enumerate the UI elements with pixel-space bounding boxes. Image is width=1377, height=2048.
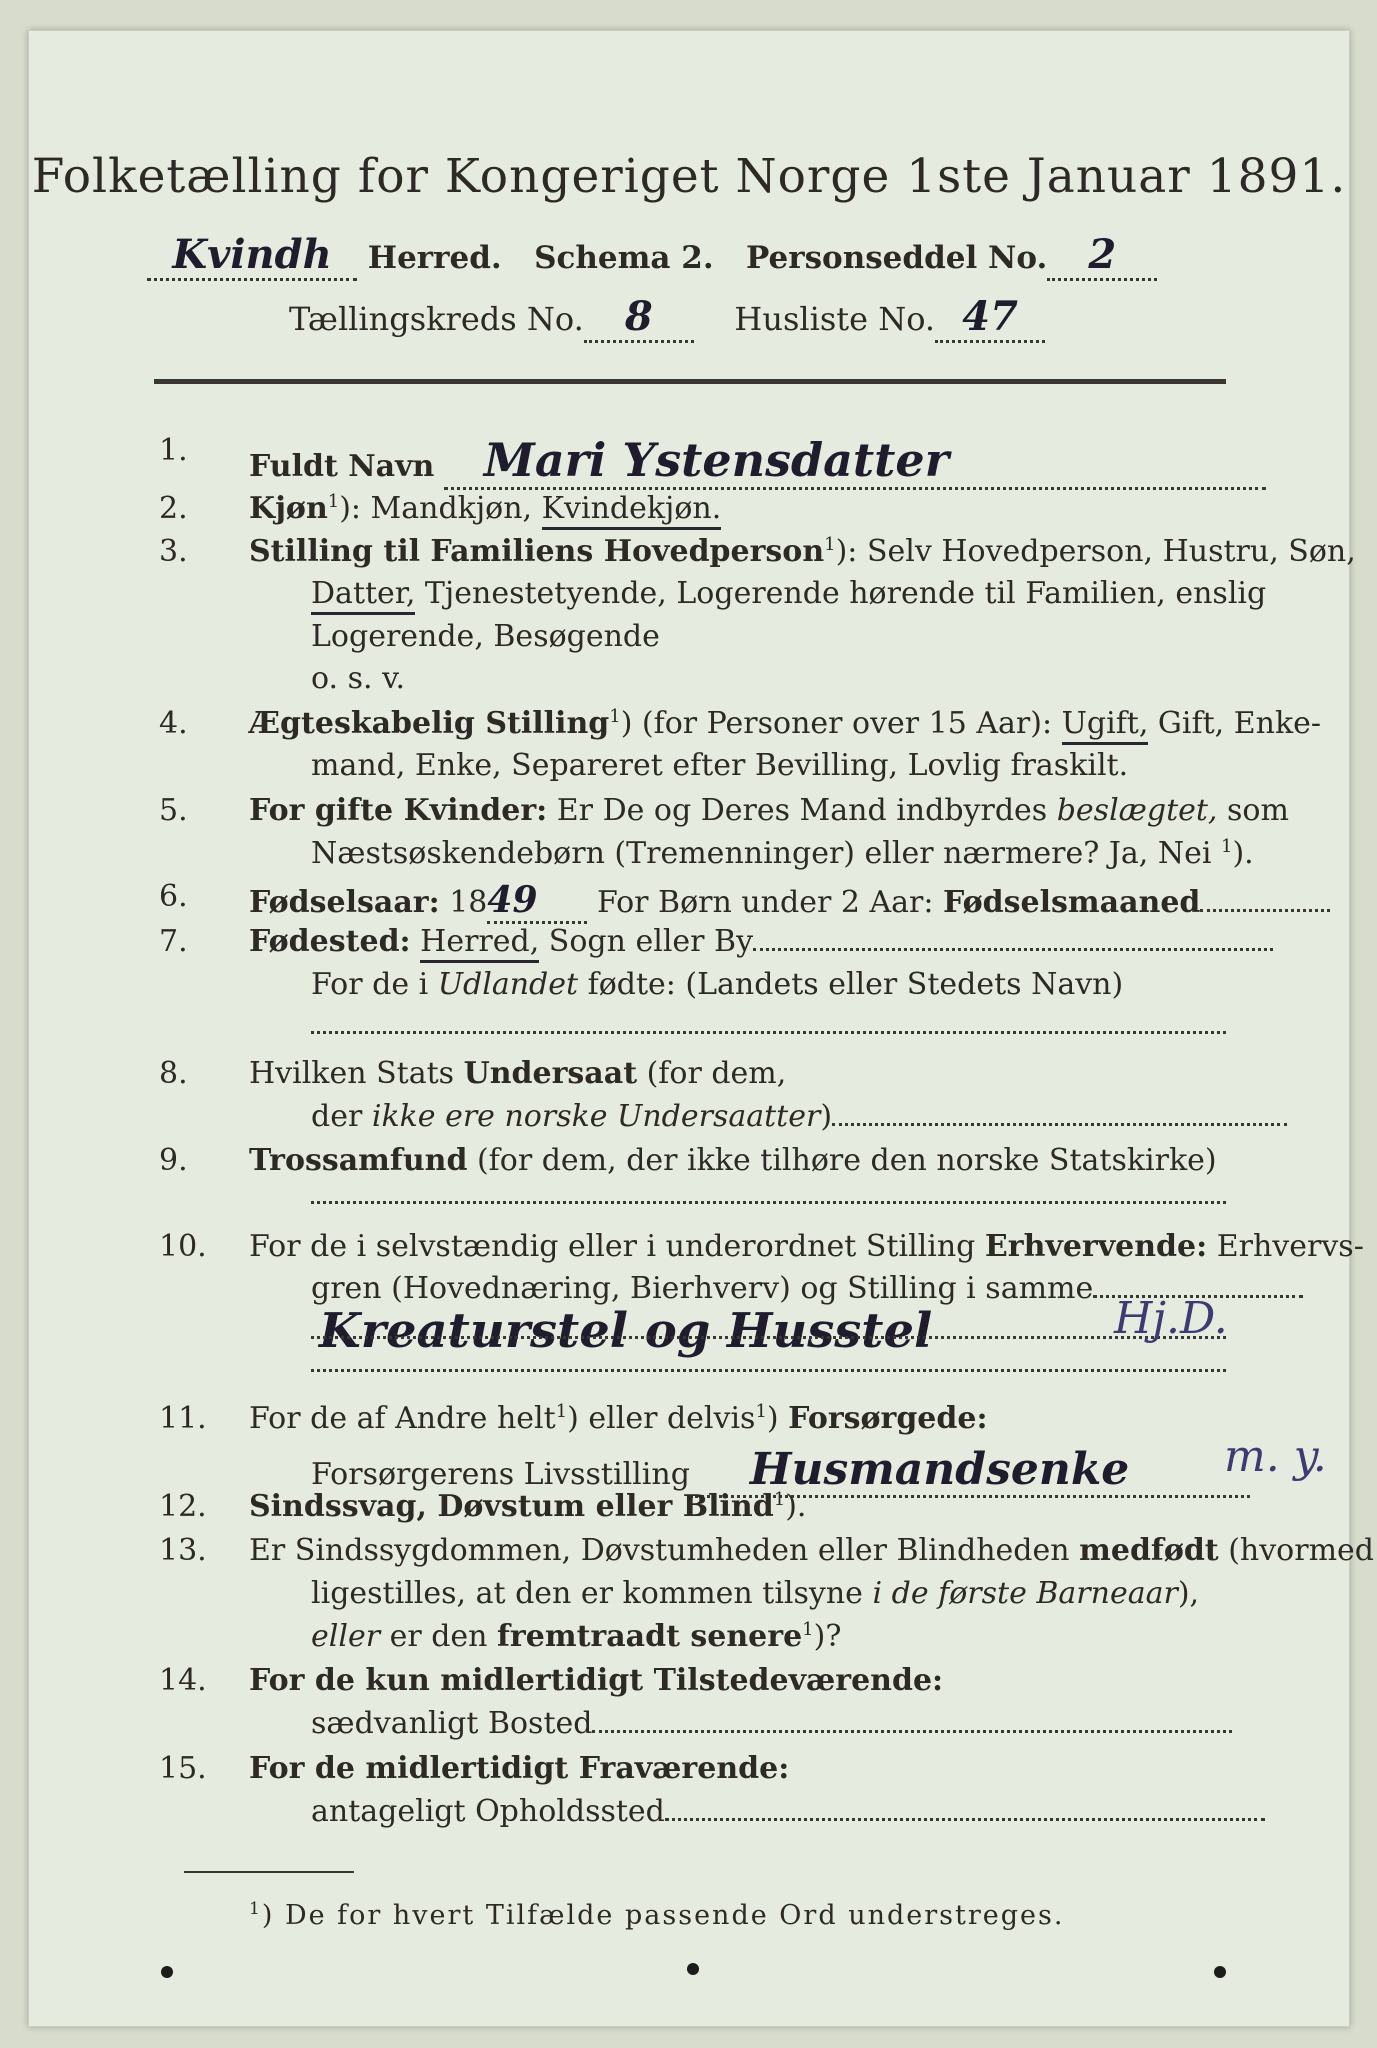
field-13-line-2-post: ), — [1177, 1576, 1200, 1611]
field-1-number: 1. — [159, 433, 188, 468]
header-rule — [154, 379, 1226, 384]
field-5-end: som — [1217, 793, 1289, 828]
field-4-label: Ægteskabelig Stilling — [249, 706, 610, 741]
field-13-line-3 — [311, 1619, 841, 1654]
herred-row — [147, 231, 1157, 281]
field-13-line-3-bold: fremtraadt senere — [497, 1619, 803, 1654]
field-11-text: Forsørgerens Livsstilling — [311, 1457, 690, 1492]
field-3-sup: 1 — [824, 534, 836, 555]
field-8-pre: Hvilken Stats — [249, 1056, 464, 1091]
field-13-line-3-end: )? — [813, 1619, 842, 1654]
field-9-number: 9. — [159, 1143, 188, 1178]
field-5-italic: beslægtet, — [1056, 793, 1218, 828]
field-6 — [249, 879, 1330, 924]
field-10-value: Kreaturstel og Husstel — [319, 1303, 933, 1359]
annotation-m-y: m. y. — [1224, 1431, 1327, 1482]
field-6-label: Fødselsaar: — [249, 885, 440, 920]
field-2-options: ): Mandkjøn, — [339, 491, 542, 526]
field-10-post: Erhvervs- — [1207, 1229, 1364, 1264]
field-5-label: For gifte Kvinder: — [249, 793, 548, 828]
field-10-pre: For de i selvstændig eller i underordnet Stilling — [249, 1229, 985, 1264]
field-15-text: antageligt Opholdssted — [311, 1794, 665, 1829]
field-7-blank-line — [311, 1031, 1226, 1034]
field-13-line-1 — [249, 1533, 1374, 1568]
field-5-line-1 — [249, 793, 1289, 828]
field-10-blank-line — [311, 1369, 1226, 1372]
field-8-line-2-post: ) — [820, 1099, 833, 1134]
field-5-text: Er De og Deres Mand indbyrdes — [547, 793, 1057, 828]
personseddel-value: 2 — [1088, 231, 1117, 278]
field-11-line-1: For de af Andre helt$^1$) eller delvis$^1$) Forsørgede: — [249, 1401, 988, 1436]
field-3-line-2 — [311, 576, 1266, 611]
field-10-text: gren (Hovednæring, Bierhverv) og Stilling i samme — [311, 1271, 1094, 1306]
field-15-number: 15. — [159, 1751, 207, 1786]
field-15-label: For de midlertidigt Fraværende: — [249, 1751, 790, 1786]
field-11-mid: ) eller delvis — [567, 1401, 756, 1436]
field-14-line-2 — [311, 1706, 1232, 1741]
field-6-number: 6. — [159, 879, 188, 914]
field-7-line-2-pre: For de i — [311, 967, 438, 1002]
schema-label: Schema 2. — [534, 240, 714, 276]
field-2-label: Kjøn — [249, 491, 328, 526]
field-14-text: sædvanligt Bosted — [311, 1706, 593, 1741]
field-11-number: 11. — [159, 1401, 207, 1436]
field-5-number: 5. — [159, 793, 188, 828]
field-1-label: Fuldt Navn — [249, 449, 435, 484]
field-4-line-2: mand, Enke, Separeret efter Bevilling, Lovlig fraskilt. — [311, 748, 1129, 783]
field-13-post: (hvormed — [1218, 1533, 1374, 1568]
field-1-value: Mari Ystensdatter — [483, 433, 949, 487]
kreds-label: Tællingskreds No. — [289, 300, 584, 338]
field-6-label-2: Fødselsmaaned — [943, 885, 1201, 920]
field-9-blank-line — [311, 1201, 1226, 1204]
field-14-label: For de kun midlertidigt Tilstedeværende: — [249, 1663, 944, 1698]
field-14-line-1 — [249, 1663, 943, 1698]
field-8-number: 8. — [159, 1056, 188, 1091]
field-11-pre: For de af Andre helt — [249, 1401, 556, 1436]
field-6-mid: For Børn under 2 Aar: — [596, 885, 943, 920]
field-12-number: 12. — [159, 1489, 207, 1524]
field-7-line-2 — [311, 967, 1123, 1002]
field-3-line-4: o. s. v. — [311, 661, 405, 696]
field-12-sup: 1 — [773, 1489, 786, 1510]
field-14-number: 14. — [159, 1663, 207, 1698]
herred-label: Herred. — [367, 240, 502, 276]
footnote-sup: 1 — [249, 1899, 262, 1919]
field-13-number: 13. — [159, 1533, 207, 1568]
field-4-post: Gift, Enke- — [1148, 706, 1322, 741]
field-8-post: (for dem, — [637, 1056, 787, 1091]
field-12-label: Sindssvag, Døvstum eller Blind — [249, 1489, 774, 1524]
field-7-selected: Herred, — [420, 924, 539, 963]
field-15-line-2 — [311, 1794, 1265, 1829]
field-8-label: Undersaat — [463, 1056, 638, 1091]
field-10-line-1 — [249, 1229, 1364, 1264]
field-3-number: 3. — [159, 534, 188, 569]
field-2 — [249, 491, 721, 526]
field-10-number: 10. — [159, 1229, 207, 1264]
field-7-number: 7. — [159, 924, 188, 959]
field-11-sup-2: 1 — [755, 1401, 767, 1422]
field-13-sup: 1 — [802, 1619, 814, 1640]
punch-mark-center — [687, 1963, 699, 1975]
field-7-line-1 — [249, 924, 1273, 959]
field-13-line-2 — [311, 1576, 1199, 1611]
field-7-options: Sogn eller By — [539, 924, 754, 959]
field-1 — [249, 433, 1266, 490]
footnote — [249, 1899, 1064, 1931]
husliste-value: 47 — [962, 293, 1018, 340]
field-13-line-3-italic: eller — [311, 1619, 381, 1654]
field-3-line-1 — [249, 534, 1356, 569]
field-5-question: Næstsøskendebørn (Tremenninger) eller nærmere? Ja, Nei — [311, 836, 1222, 871]
field-10-label: Erhvervende: — [984, 1229, 1208, 1264]
census-form — [28, 30, 1374, 2027]
personseddel-label: Personseddel No. — [746, 240, 1048, 276]
field-3-line-3: Logerende, Besøgende — [311, 619, 660, 654]
field-4-line-1 — [249, 706, 1321, 741]
field-9-text: (for dem, der ikke tilhøre den norske Statskirke) — [467, 1143, 1217, 1178]
annotation-hj-d: Hj.D. — [1114, 1293, 1228, 1344]
field-11-sup-1: 1 — [555, 1401, 568, 1422]
field-2-number: 2. — [159, 491, 188, 526]
field-7-label: Fødested: — [249, 924, 411, 959]
field-2-selected: Kvindekjøn. — [542, 491, 722, 530]
field-13-line-2-pre: ligestilles, at den er kommen tilsyne — [311, 1576, 873, 1611]
field-7-line-2-italic: Udlandet — [437, 967, 579, 1002]
kreds-row — [289, 293, 1045, 343]
field-13-label: medfødt — [1079, 1533, 1219, 1568]
field-4-sup: 1 — [609, 706, 621, 727]
field-8-line-1 — [249, 1056, 786, 1091]
herred-value: Kvindh — [172, 231, 332, 278]
punch-mark-left — [161, 1966, 173, 1978]
field-8-line-2 — [311, 1099, 1287, 1134]
form-title: Folketælling for Kongeriget Norge 1ste Januar 1891. — [31, 149, 1347, 204]
field-5-sup: 1 — [1221, 836, 1233, 857]
field-8-line-2-italic: ikke ere norske Undersaatter — [371, 1099, 821, 1134]
field-12-end: ). — [785, 1489, 807, 1524]
field-8-line-2-pre: der — [311, 1099, 372, 1134]
field-13-pre: Er Sindssygdommen, Døvstumheden eller Blindheden — [249, 1533, 1080, 1568]
field-10-value-line — [311, 1336, 1226, 1339]
field-3-options: ): Selv Hovedperson, Hustru, Søn, — [835, 534, 1356, 569]
kreds-value: 8 — [624, 293, 653, 340]
field-3-options-2: Tjenestetyende, Logerende hørende til Familien, enslig — [415, 576, 1267, 611]
field-3-selected: Datter, — [311, 576, 415, 615]
field-11-value: Husmandsenke — [749, 1444, 1130, 1495]
field-9-label: Trossamfund — [249, 1143, 468, 1178]
field-13-line-2-italic: i de første Barneaar — [872, 1576, 1178, 1611]
field-4-number: 4. — [159, 706, 188, 741]
field-4-selected: Ugift, — [1062, 706, 1149, 745]
field-15-line-1 — [249, 1751, 789, 1786]
field-2-sup: 1 — [327, 491, 340, 512]
field-4-pre: ) (for Personer over 15 Aar): — [620, 706, 1062, 741]
field-6-value: 49 — [487, 879, 538, 921]
footnote-text: ) De for hvert Tilfælde passende Ord understreges. — [261, 1900, 1065, 1931]
footnote-rule — [184, 1871, 354, 1873]
field-7-line-2-post: fødte: (Landets eller Stedets Navn) — [578, 967, 1124, 1002]
field-9 — [249, 1143, 1217, 1178]
field-3-label: Stilling til Familiens Hovedperson — [249, 534, 825, 569]
husliste-label: Husliste No. — [734, 300, 936, 338]
field-12 — [249, 1489, 806, 1524]
field-11-label: Forsørgede: — [788, 1401, 988, 1436]
punch-mark-right — [1214, 1966, 1226, 1978]
field-6-prefix: 18 — [439, 885, 488, 920]
field-5-line-2: Næstsøskendebørn (Tremenninger) eller nærmere? Ja, Nei $^1$). — [311, 836, 1254, 871]
field-13-line-3-mid: er den — [380, 1619, 498, 1654]
